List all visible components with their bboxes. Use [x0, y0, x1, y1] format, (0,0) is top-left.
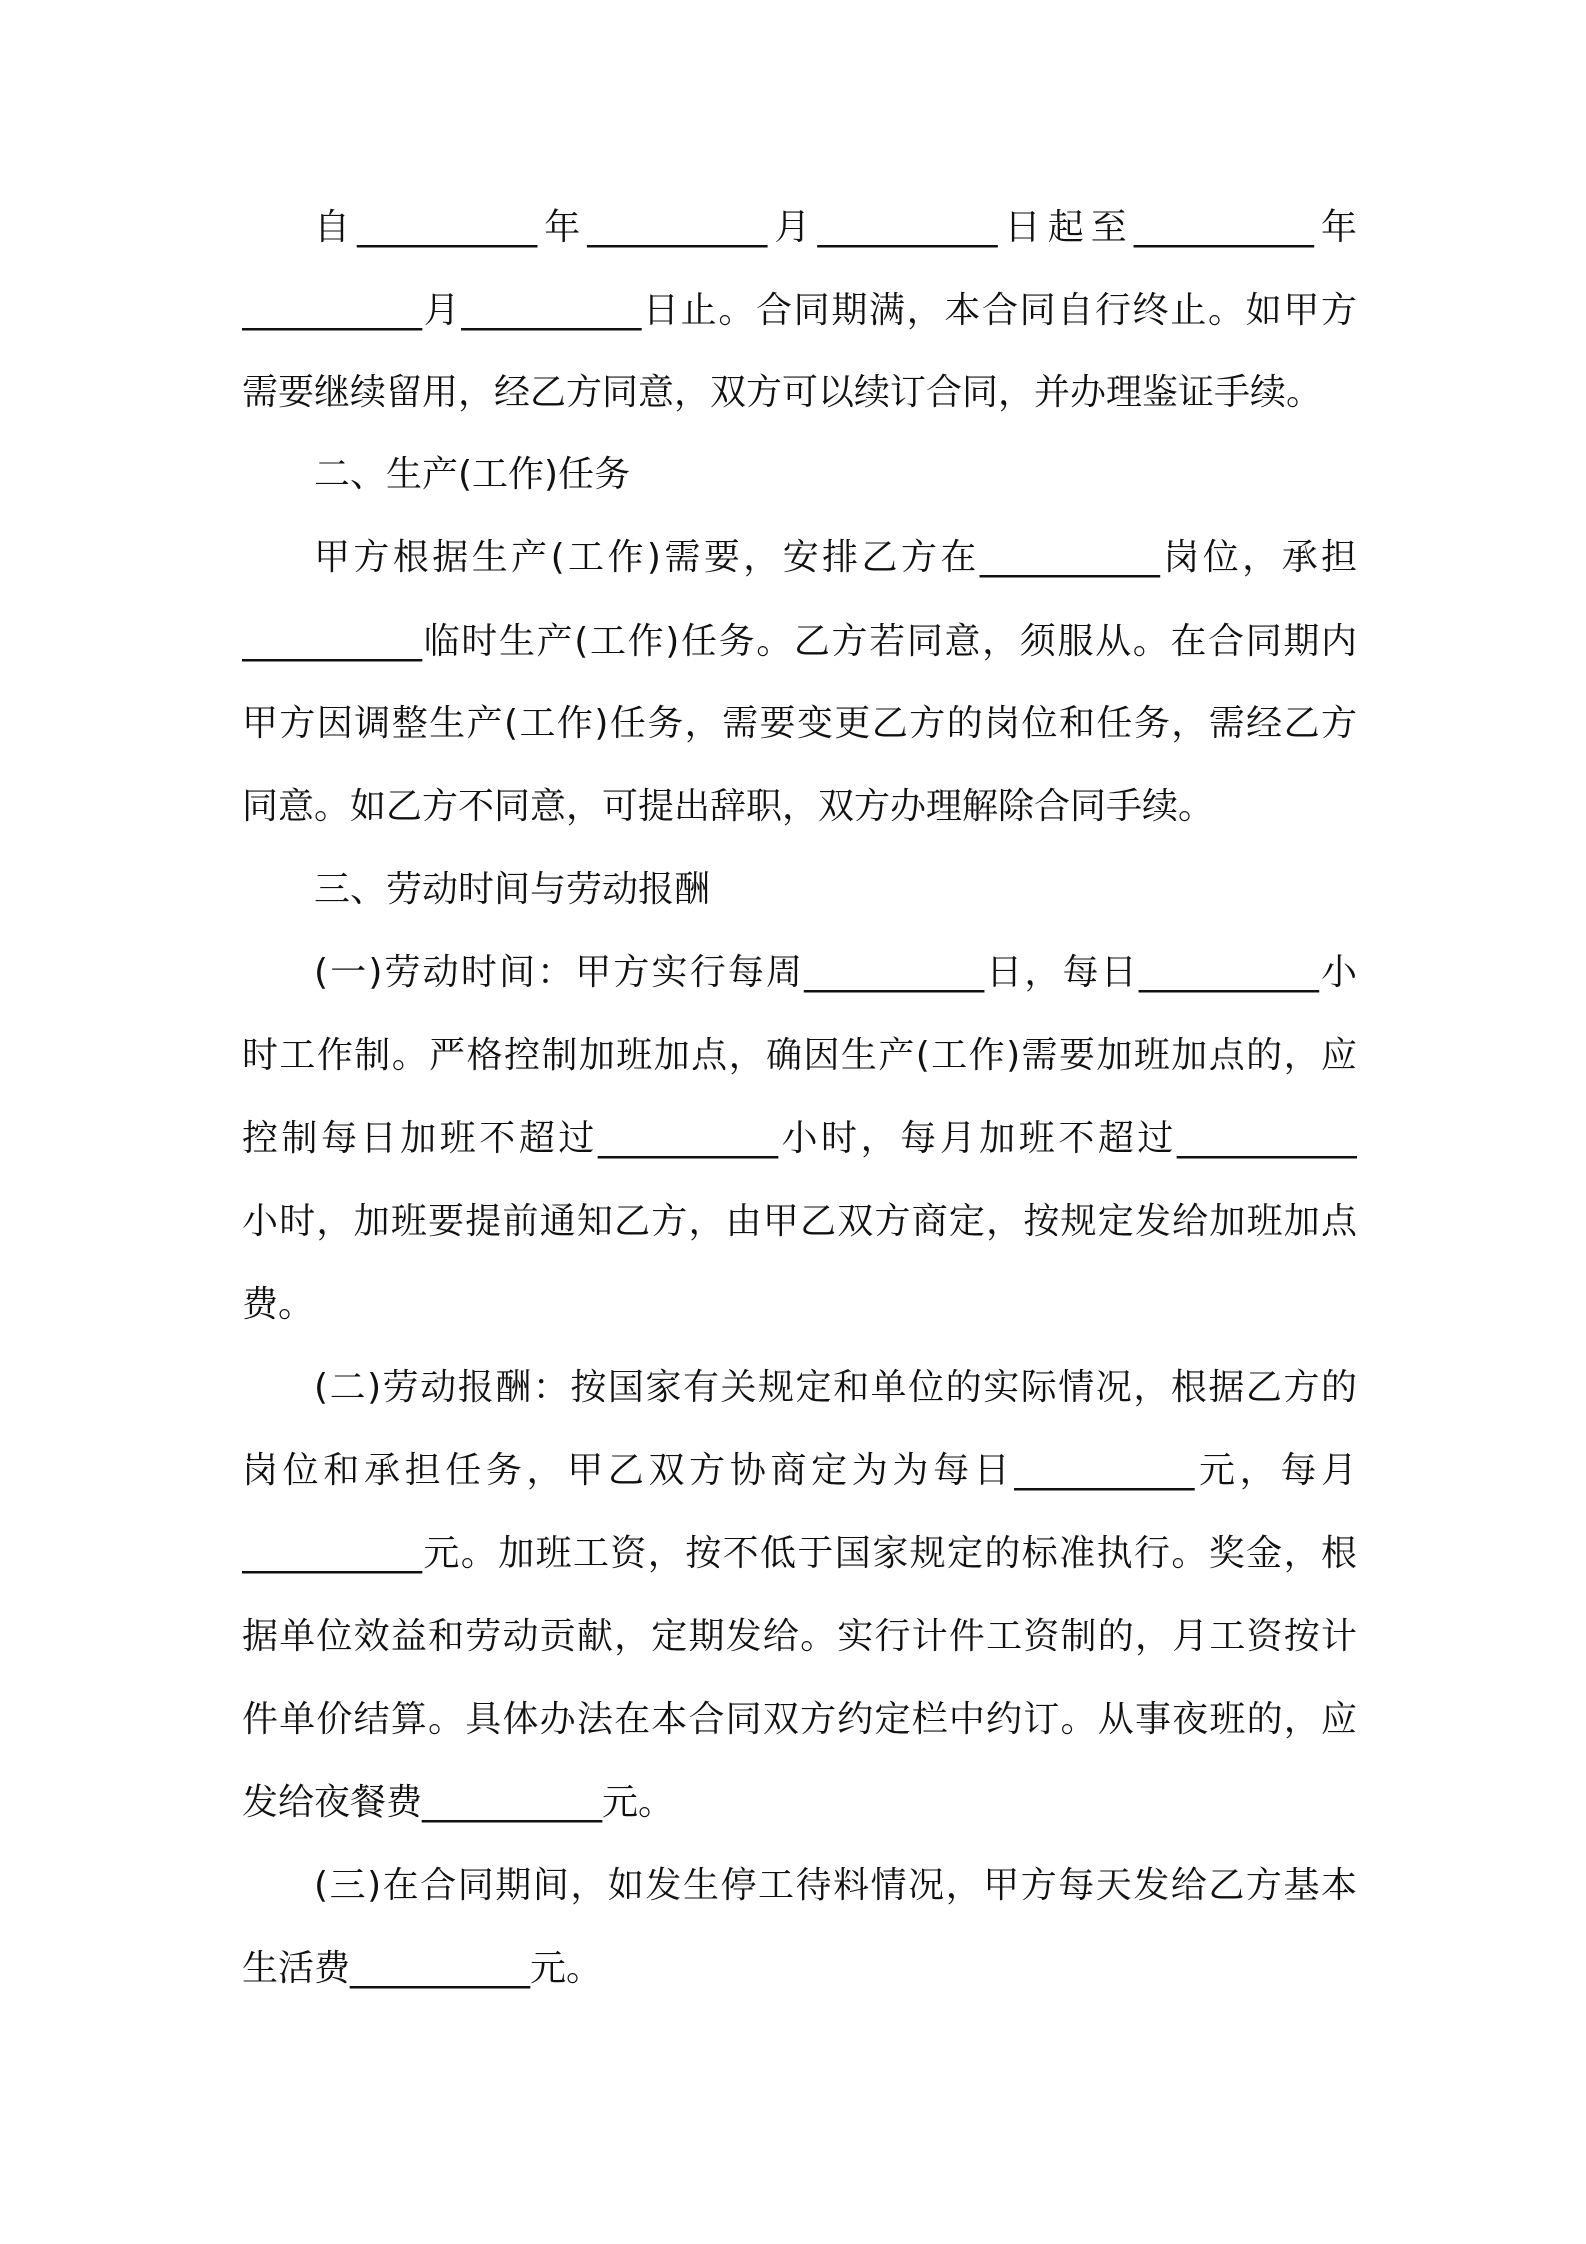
text-line-adjustment: 甲方因调整生产(工作)任务，需要变更乙方的岗位和任务，需经乙方 [242, 703, 1357, 744]
section-heading-working-time-pay: 三、劳动时间与劳动报酬 [314, 869, 711, 910]
text-line-remuneration: (二)劳动报酬：按国家有关规定和单位的实际情况，根据乙方的 [314, 1367, 1357, 1408]
text-line-overtime-pay: __________元。加班工资，按不低于国家规定的标准执行。奖金，根 [242, 1533, 1357, 1574]
text-line-living-allowance: 生活费__________元。 [242, 1948, 603, 1989]
text-line-bonus: 据单位效益和劳动贡献，定期发给。实行计件工资制的，月工资按计 [242, 1616, 1357, 1657]
text-line-position: 甲方根据生产(工作)需要，安排乙方在__________岗位，承担 [314, 537, 1357, 578]
text-line-overtime-limit: 控制每日加班不超过__________小时，每月加班不超过__________ [242, 1118, 1357, 1159]
text-line-overtime-fee: 费。 [242, 1284, 315, 1325]
text-line-temporary-task: __________临时生产(工作)任务。乙方若同意，须服从。在合同期内 [242, 621, 1357, 662]
text-line-term-start: 自__________年__________月__________日起至__________年 [314, 207, 1357, 248]
text-line-overtime-control: 时工作制。严格控制加班加点，确因生产(工作)需要加班加点的，应 [242, 1035, 1357, 1076]
text-line-work-stoppage: (三)在合同期间，如发生停工待料情况，甲方每天发给乙方基本 [314, 1865, 1357, 1906]
text-line-night-meal: 发给夜餐费__________元。 [242, 1782, 675, 1823]
text-line-renewal: 需要继续留用，经乙方同意，双方可以续订合同，并办理鉴证手续。 [242, 372, 1323, 413]
text-line-piece-rate: 件单价结算。具体办法在本合同双方约定栏中约订。从事夜班的，应 [242, 1699, 1357, 1740]
text-line-term-end: __________月__________日止。合同期满，本合同自行终止。如甲方 [242, 290, 1357, 331]
text-line-resignation: 同意。如乙方不同意，可提出辞职，双方办理解除合同手续。 [242, 786, 1215, 827]
text-line-working-time: (一)劳动时间：甲方实行每周__________日，每日__________小 [314, 952, 1357, 993]
section-heading-production-tasks: 二、生产(工作)任务 [314, 454, 631, 495]
text-line-daily-pay: 岗位和承担任务，甲乙双方协商定为为每日__________元，每月 [242, 1450, 1357, 1491]
text-line-overtime-notice: 小时，加班要提前通知乙方，由甲乙双方商定，按规定发给加班加点 [242, 1201, 1357, 1242]
